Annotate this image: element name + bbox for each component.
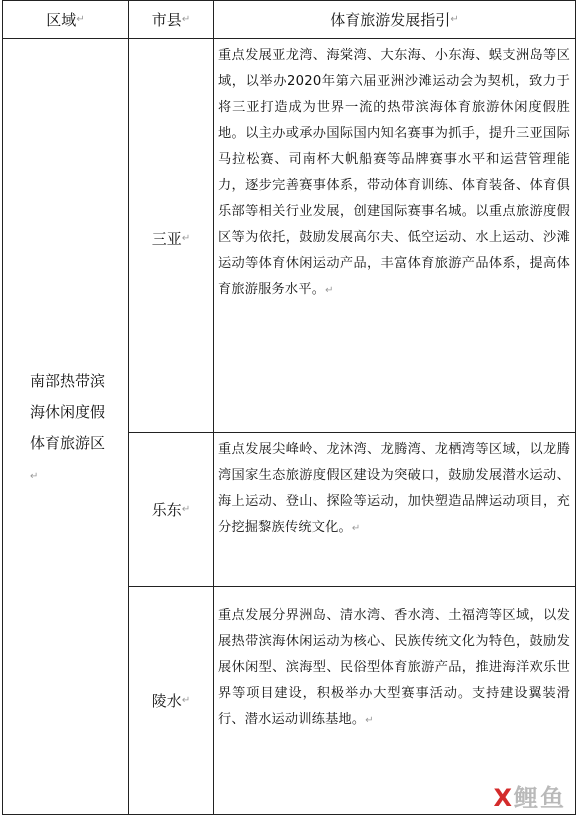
city-cell-ledong: 乐东 ↵ bbox=[151, 501, 191, 519]
table-border-bottom bbox=[2, 814, 576, 815]
header-guide: 体育旅游发展指引 ↵ bbox=[330, 11, 459, 29]
region-label: 南部热带滨海休闲度假体育旅游区 bbox=[30, 372, 106, 452]
region-cell: 南部热带滨海休闲度假体育旅游区↵ bbox=[30, 372, 106, 482]
col-divider-2 bbox=[213, 0, 214, 815]
table-border-left bbox=[2, 0, 3, 815]
guide-text-sanya: 重点发展亚龙湾、海棠湾、大东海、小东海、蜈支洲岛等区域，以举办2020年第六届亚洲沙滩运动会为契机，致力于将三亚打造成为世界一流的热带滨海体育旅游休闲度假胜地。以主办或承办国际国内知名赛事为抓手，提升三亚国际马拉松赛、司南杯大帆船赛等品牌赛事水平和运营管理能力，逐步完善赛事体系，带动体育训练、体育装备、体育俱乐部等相关行业发展，创建国际赛事名城。以重点旅游度假区等为依托，鼓励发展高尔夫、低空运动、水上运动、沙滩运动等体育休闲运动产品，丰富体育旅游产品体系，提高体育旅游服务水平。 bbox=[218, 48, 570, 297]
header-divider bbox=[2, 38, 576, 39]
guide-cell-lingshui: 重点发展分界洲岛、清水湾、香水湾、土福湾等区域，以发展热带滨海休闲运动为核心、民族传统文化为特色，鼓励发展休闲型、滨海型、民俗型体育旅游产品，推进海洋欢乐世界等项目建设，积极举办大型赛事活动。支持建设翼装滑行、潜水运动训练基地。↵ bbox=[218, 608, 570, 727]
watermark-logo bbox=[493, 778, 566, 813]
header-guide-label: 体育旅游发展指引 bbox=[330, 11, 451, 29]
guide-text-ledong: 重点发展尖峰岭、龙沐湾、龙腾湾、龙栖湾等区域，以龙腾湾国家生态旅游度假区建设为突破口，鼓励发展潜水运动、海上运动、登山、探险等运动，加快塑造品牌运动项目，充分挖掘黎族传统文化。 bbox=[218, 442, 570, 535]
city-label-ledong: 乐东 bbox=[151, 501, 182, 519]
header-city-label: 市县 bbox=[151, 11, 182, 29]
header-city: 市县 ↵ bbox=[151, 11, 191, 29]
table-border-right bbox=[575, 0, 576, 815]
guide-cell-ledong: 重点发展尖峰岭、龙沐湾、龙腾湾、龙栖湾等区域，以龙腾湾国家生态旅游度假区建设为突破口，鼓励发展潜水运动、海上运动、登山、探险等运动，加快塑造品牌运动项目，充分挖掘黎族传统文化。↵ bbox=[218, 442, 570, 535]
city-label-sanya: 三亚 bbox=[151, 230, 182, 248]
guide-cell-sanya: 重点发展亚龙湾、海棠湾、大东海、小东海、蜈支洲岛等区域，以举办2020年第六届亚洲沙滩运动会为契机，致力于将三亚打造成为世界一流的热带滨海体育旅游休闲度假胜地。以主办或承办国际国内知名赛事为抓手，提升三亚国际马拉松赛、司南杯大帆船赛等品牌赛事水平和运营管理能力，逐步完善赛事体系，带动体育训练、体育装备、体育俱乐部等相关行业发展，创建国际赛事名城。以重点旅游度假区等为依托，鼓励发展高尔夫、低空运动、水上运动、沙滩运动等体育休闲运动产品，丰富体育旅游产品体系，提高体育旅游服务水平。↵ bbox=[218, 48, 570, 297]
header-region: 区域 ↵ bbox=[46, 11, 85, 29]
city-label-lingshui: 陵水 bbox=[151, 692, 182, 710]
guide-text-lingshui: 重点发展分界洲岛、清水湾、香水湾、土福湾等区域，以发展热带滨海休闲运动为核心、民族传统文化为特色，鼓励发展休闲型、滨海型、民俗型体育旅游产品，推进海洋欢乐世界等项目建设，积极举办大型赛事活动。支持建设翼装滑行、潜水运动训练基地。 bbox=[218, 608, 570, 727]
watermark-text: 鲤鱼 bbox=[514, 784, 566, 812]
city-cell-sanya: 三亚 ↵ bbox=[151, 230, 191, 248]
header-region-label: 区域 bbox=[46, 11, 77, 29]
watermark-x: X bbox=[493, 784, 514, 812]
city-cell-lingshui: 陵水 ↵ bbox=[151, 692, 191, 710]
